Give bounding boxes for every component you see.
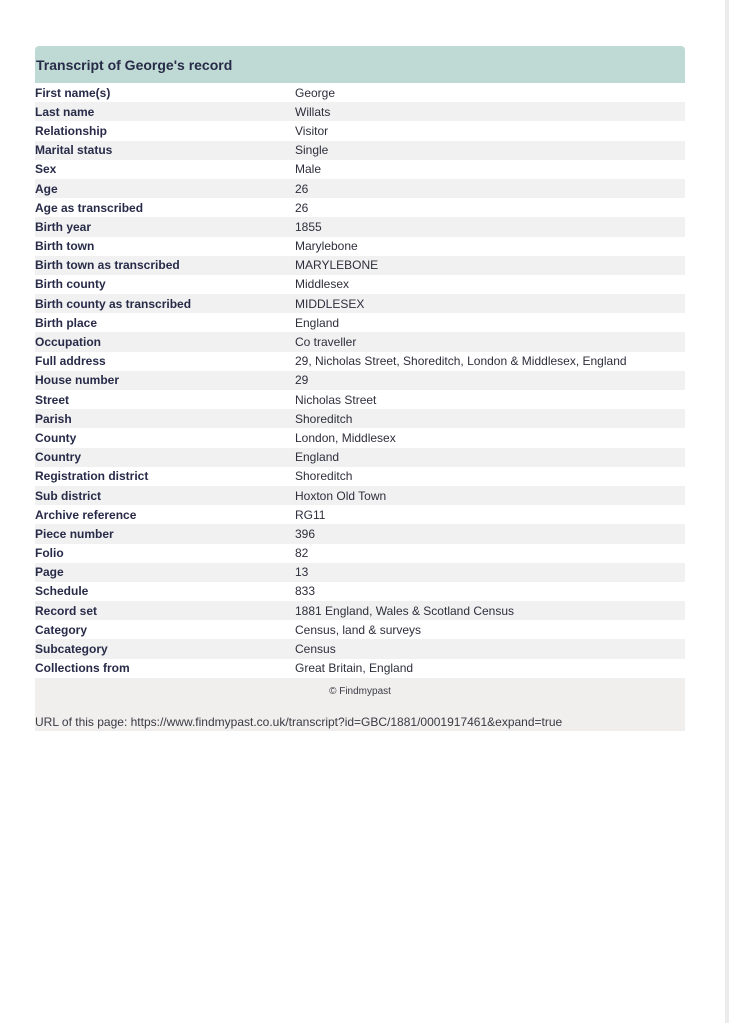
row-value: Willats — [295, 104, 331, 119]
row-value: Hoxton Old Town — [295, 488, 387, 503]
row-value: George — [295, 85, 336, 100]
row-value: MARYLEBONE — [295, 258, 379, 273]
row-label: Category — [35, 622, 88, 637]
row-value: Nicholas Street — [295, 392, 377, 407]
row-value: Male — [295, 162, 322, 177]
table-row — [35, 121, 685, 140]
row-value: Shoreditch — [295, 411, 353, 426]
table-row — [35, 467, 685, 486]
row-value: England — [295, 315, 340, 330]
row-label: House number — [35, 373, 120, 388]
table-row — [35, 601, 685, 620]
page-url-text: URL of this page: https://www.findmypast.co.uk/transcript?id=GBC/1881/0001917461&expand=true — [35, 714, 563, 729]
row-label: Birth town — [35, 239, 95, 254]
row-label: Birth county as transcribed — [35, 296, 192, 311]
table-row — [35, 620, 685, 639]
row-label: Age as transcribed — [35, 200, 144, 215]
row-label: Age — [35, 181, 58, 196]
row-value: Shoreditch — [295, 469, 353, 484]
table-row — [35, 275, 685, 294]
row-value: Middlesex — [295, 277, 350, 292]
row-label: Country — [35, 450, 81, 465]
row-label: Registration district — [35, 469, 149, 484]
table-row — [35, 524, 685, 543]
table-row — [35, 563, 685, 582]
page-title: Transcript of George's record — [36, 56, 233, 73]
row-label: Archive reference — [35, 507, 137, 522]
row-value: London, Middlesex — [295, 430, 396, 445]
row-value: 833 — [295, 584, 316, 599]
table-row — [35, 390, 685, 409]
row-value: MIDDLESEX — [295, 296, 365, 311]
row-value: Single — [295, 143, 329, 158]
row-value: 29, Nicholas Street, Shoreditch, London & Middlesex, England — [295, 354, 627, 369]
transcript-card — [35, 46, 685, 731]
table-row — [35, 198, 685, 217]
row-label: Birth town as transcribed — [35, 258, 180, 273]
row-value: England — [295, 450, 340, 465]
row-label: Collections from — [35, 661, 130, 676]
table-row — [35, 83, 685, 102]
row-value: Census — [295, 642, 336, 657]
table-row — [35, 639, 685, 658]
row-label: Birth county — [35, 277, 106, 292]
table-row — [35, 313, 685, 332]
row-value: 1855 — [295, 219, 322, 234]
row-label: Piece number — [35, 526, 114, 541]
row-label: Folio — [35, 546, 64, 561]
row-value: 26 — [295, 181, 309, 196]
transcript-table — [35, 83, 685, 678]
table-row — [35, 217, 685, 236]
table-row — [35, 582, 685, 601]
table-row — [35, 102, 685, 121]
row-label: Parish — [35, 411, 72, 426]
card-header — [35, 46, 685, 83]
table-row — [35, 141, 685, 160]
table-row — [35, 448, 685, 467]
row-label: Schedule — [35, 584, 89, 599]
row-label: Birth place — [35, 315, 98, 330]
table-row — [35, 352, 685, 371]
table-row — [35, 659, 685, 678]
row-label: Sex — [35, 162, 57, 177]
table-row — [35, 544, 685, 563]
row-value: 13 — [295, 565, 309, 580]
table-row — [35, 332, 685, 351]
copyright-text: © Findmypast — [329, 685, 391, 697]
table-row — [35, 409, 685, 428]
row-label: Occupation — [35, 335, 102, 350]
row-label: Street — [35, 392, 70, 407]
row-value: RG11 — [295, 507, 326, 522]
row-label: Last name — [35, 104, 95, 119]
table-row — [35, 237, 685, 256]
row-value: Co traveller — [295, 335, 357, 350]
table-row — [35, 160, 685, 179]
row-label: Subcategory — [35, 642, 108, 657]
row-value: Great Britain, England — [295, 661, 414, 676]
row-value: 82 — [295, 546, 309, 561]
row-label: Relationship — [35, 123, 108, 138]
row-label: Full address — [35, 354, 106, 369]
row-value: 29 — [295, 373, 309, 388]
card-footer — [35, 678, 685, 731]
table-row — [35, 505, 685, 524]
row-label: Marital status — [35, 143, 113, 158]
row-value: 26 — [295, 200, 309, 215]
row-label: First name(s) — [35, 85, 111, 100]
row-value: Visitor — [295, 123, 329, 138]
row-label: Birth year — [35, 219, 92, 234]
row-label: Page — [35, 565, 64, 580]
row-value: Census, land & surveys — [295, 622, 422, 637]
table-row — [35, 179, 685, 198]
row-label: County — [35, 430, 77, 445]
table-row — [35, 371, 685, 390]
row-label: Record set — [35, 603, 98, 618]
table-row — [35, 486, 685, 505]
table-row — [35, 294, 685, 313]
row-value: Marylebone — [295, 239, 358, 254]
page-edge — [725, 0, 729, 1023]
table-row — [35, 256, 685, 275]
row-value: 396 — [295, 526, 316, 541]
table-row — [35, 428, 685, 447]
row-label: Sub district — [35, 488, 102, 503]
row-value: 1881 England, Wales & Scotland Census — [295, 603, 515, 618]
